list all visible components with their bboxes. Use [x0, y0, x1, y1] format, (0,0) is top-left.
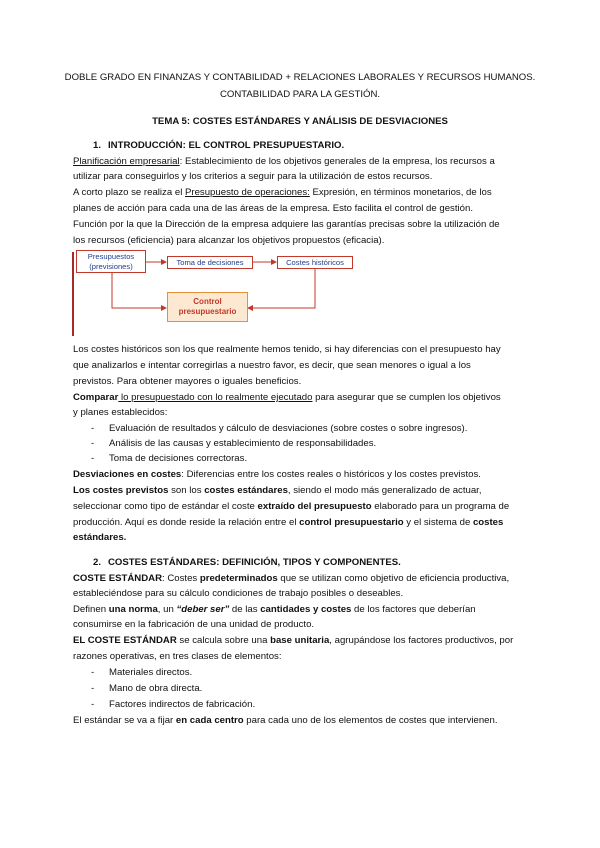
section1-number: 1.	[93, 140, 102, 151]
degree-title: DOBLE GRADO EN FINANZAS Y CONTABILIDAD + RELACIONES LABORALES Y RECURSOS HUMANOS.	[64, 72, 536, 83]
section1-title: INTRODUCCIÓN: EL CONTROL PRESUPUESTARIO.	[108, 140, 345, 151]
term-extraido: extraído del presupuesto	[257, 501, 372, 512]
term-desviaciones: Desviaciones en costes	[73, 469, 182, 480]
text-line: Función por la que la Dirección de la empresa adquiere las garantías precisas sobre la utilización de	[73, 219, 500, 230]
text-line: razones operativas, en tres clases de elementos:	[73, 651, 282, 662]
term-comparar: Comparar	[73, 392, 119, 403]
text-line: seleccionar como tipo de estándar el coste extraído del presupuesto elaborado para un programa de	[73, 501, 510, 512]
text-line: consumirse en la fabricación de una unidad de producto.	[73, 619, 315, 630]
text-line: los recursos (eficiencia) para alcanzar los objetivos propuestos (eficacia).	[73, 235, 385, 246]
box-control-line2: presupuestario	[178, 307, 237, 316]
list-item: Mano de obra directa.	[109, 683, 203, 694]
box-presupuestos-line2: (previsiones)	[89, 262, 133, 271]
term-coste-estandar: COSTE ESTÁNDAR	[73, 573, 163, 584]
budget-control-diagram	[70, 250, 360, 340]
term-costes: costes	[472, 517, 504, 528]
term-control-presupuestario: control presupuestario	[299, 517, 404, 528]
text-line: previstos. Para obtener mayores o iguales beneficios.	[73, 376, 302, 387]
list-item: Factores indirectos de fabricación.	[109, 699, 256, 710]
text-line: planes de acción para cada una de las áreas de la empresa. Esto facilita el control de gestión.	[73, 203, 473, 214]
text-line: estableciéndose para su cálculo condiciones de trabajo posibles o deseables.	[73, 588, 404, 599]
paragraph-costes-previstos: Los costes previstos son los costes estándares, siendo el modo más generalizado de actuar,	[73, 485, 482, 496]
list-item: Toma de decisiones correctoras.	[109, 453, 248, 464]
topic-title: TEMA 5: COSTES ESTÁNDARES Y ANÁLISIS DE DESVIACIONES	[152, 116, 448, 127]
term-presupuesto-operaciones: Presupuesto de operaciones:	[185, 187, 310, 198]
bullet-dash: -	[91, 683, 95, 694]
text-line: Definen una norma, un “deber ser” de las cantidades y costes de los factores que deberían	[73, 604, 476, 615]
bullet-dash: -	[91, 423, 95, 434]
box-costes-historicos: Costes históricos	[277, 256, 353, 269]
paragraph-planificacion: Planificación empresarial: Establecimiento de los objetivos generales de la empresa, los recursos a	[73, 156, 495, 167]
text-line: utilizar para conseguirlos y los criterios a seguir para la utilización de estos recursos.	[73, 171, 433, 182]
bullet-dash: -	[91, 699, 95, 710]
box-control-presupuestario	[167, 292, 248, 322]
term-base-unitaria: base unitaria	[270, 635, 330, 646]
text-line: Los costes históricos son los que realmente hemos tenido, si hay diferencias con el presupuesto hay	[73, 344, 501, 355]
paragraph-presupuesto: A corto plazo se realiza el Presupuesto de operaciones: Expresión, en términos monetarios, de los	[73, 187, 492, 198]
paragraph-desviaciones: Desviaciones en costes: Diferencias entre los costes reales o históricos y los costes previstos.	[73, 469, 481, 480]
term-predeterminados: predeterminados	[199, 573, 278, 584]
term-costes-previstos: Los costes previstos	[73, 485, 169, 496]
paragraph-base-unitaria: EL COSTE ESTÁNDAR se calcula sobre una base unitaria, agrupándose los factores productivos, por	[73, 635, 514, 646]
arrow-historicos-to-control	[248, 269, 315, 308]
list-item: Evaluación de resultados y cálculo de desviaciones (sobre costes o sobre ingresos).	[109, 423, 468, 434]
paragraph-estandar-centro: El estándar se va a fijar en cada centro para cada uno de los elementos de costes que intervienen.	[73, 715, 498, 726]
term-cantidades-costes: cantidades y costes	[260, 604, 352, 615]
course-title: CONTABILIDAD PARA LA GESTIÓN.	[219, 89, 381, 100]
box-control-line1: Control	[193, 297, 222, 306]
term-presupuestado-ejecutado: lo presupuestado con lo realmente ejecutado	[118, 392, 313, 403]
text-line: y planes establecidos:	[73, 407, 168, 418]
text-line: estándares.	[73, 532, 127, 543]
term-costes-estandares: costes estándares	[204, 485, 288, 496]
section2-title: COSTES ESTÁNDARES: DEFINICIÓN, TIPOS Y COMPONENTES.	[108, 557, 401, 568]
list-item: Materiales directos.	[109, 667, 193, 678]
bullet-dash: -	[91, 438, 95, 449]
box-presupuestos-line1: Presupuestos	[87, 252, 135, 261]
bullet-dash: -	[91, 667, 95, 678]
term-deber-ser: “deber ser”	[176, 604, 230, 615]
term-el-coste-estandar: EL COSTE ESTÁNDAR	[73, 635, 177, 646]
term-cada-centro: en cada centro	[175, 715, 244, 726]
box-presupuestos	[76, 250, 146, 273]
arrow-budget-to-control	[112, 273, 166, 308]
term-norma: una norma	[108, 604, 158, 615]
term-planificacion: Planificación empresarial	[73, 156, 180, 167]
box-toma-decisiones: Toma de decisiones	[167, 256, 253, 269]
paragraph-comparar: Comparar lo presupuestado con lo realmente ejecutado para asegurar que se cumplen los objetivos	[73, 392, 501, 403]
paragraph-coste-estandar: COSTE ESTÁNDAR: Costes predeterminados que se utilizan como objetivo de eficiencia productiva,	[73, 573, 510, 584]
text-line: que analizarlos e intentar corregirlas a nuestro favor, es decir, que sean menores o igual a los	[73, 360, 471, 371]
section2-number: 2.	[93, 557, 102, 568]
text-line: producción. Aquí es donde reside la relación entre el control presupuestario y el sistema de costes	[73, 517, 504, 528]
list-item: Análisis de las causas y establecimiento de responsabilidades.	[109, 438, 377, 449]
bullet-dash: -	[91, 453, 95, 464]
